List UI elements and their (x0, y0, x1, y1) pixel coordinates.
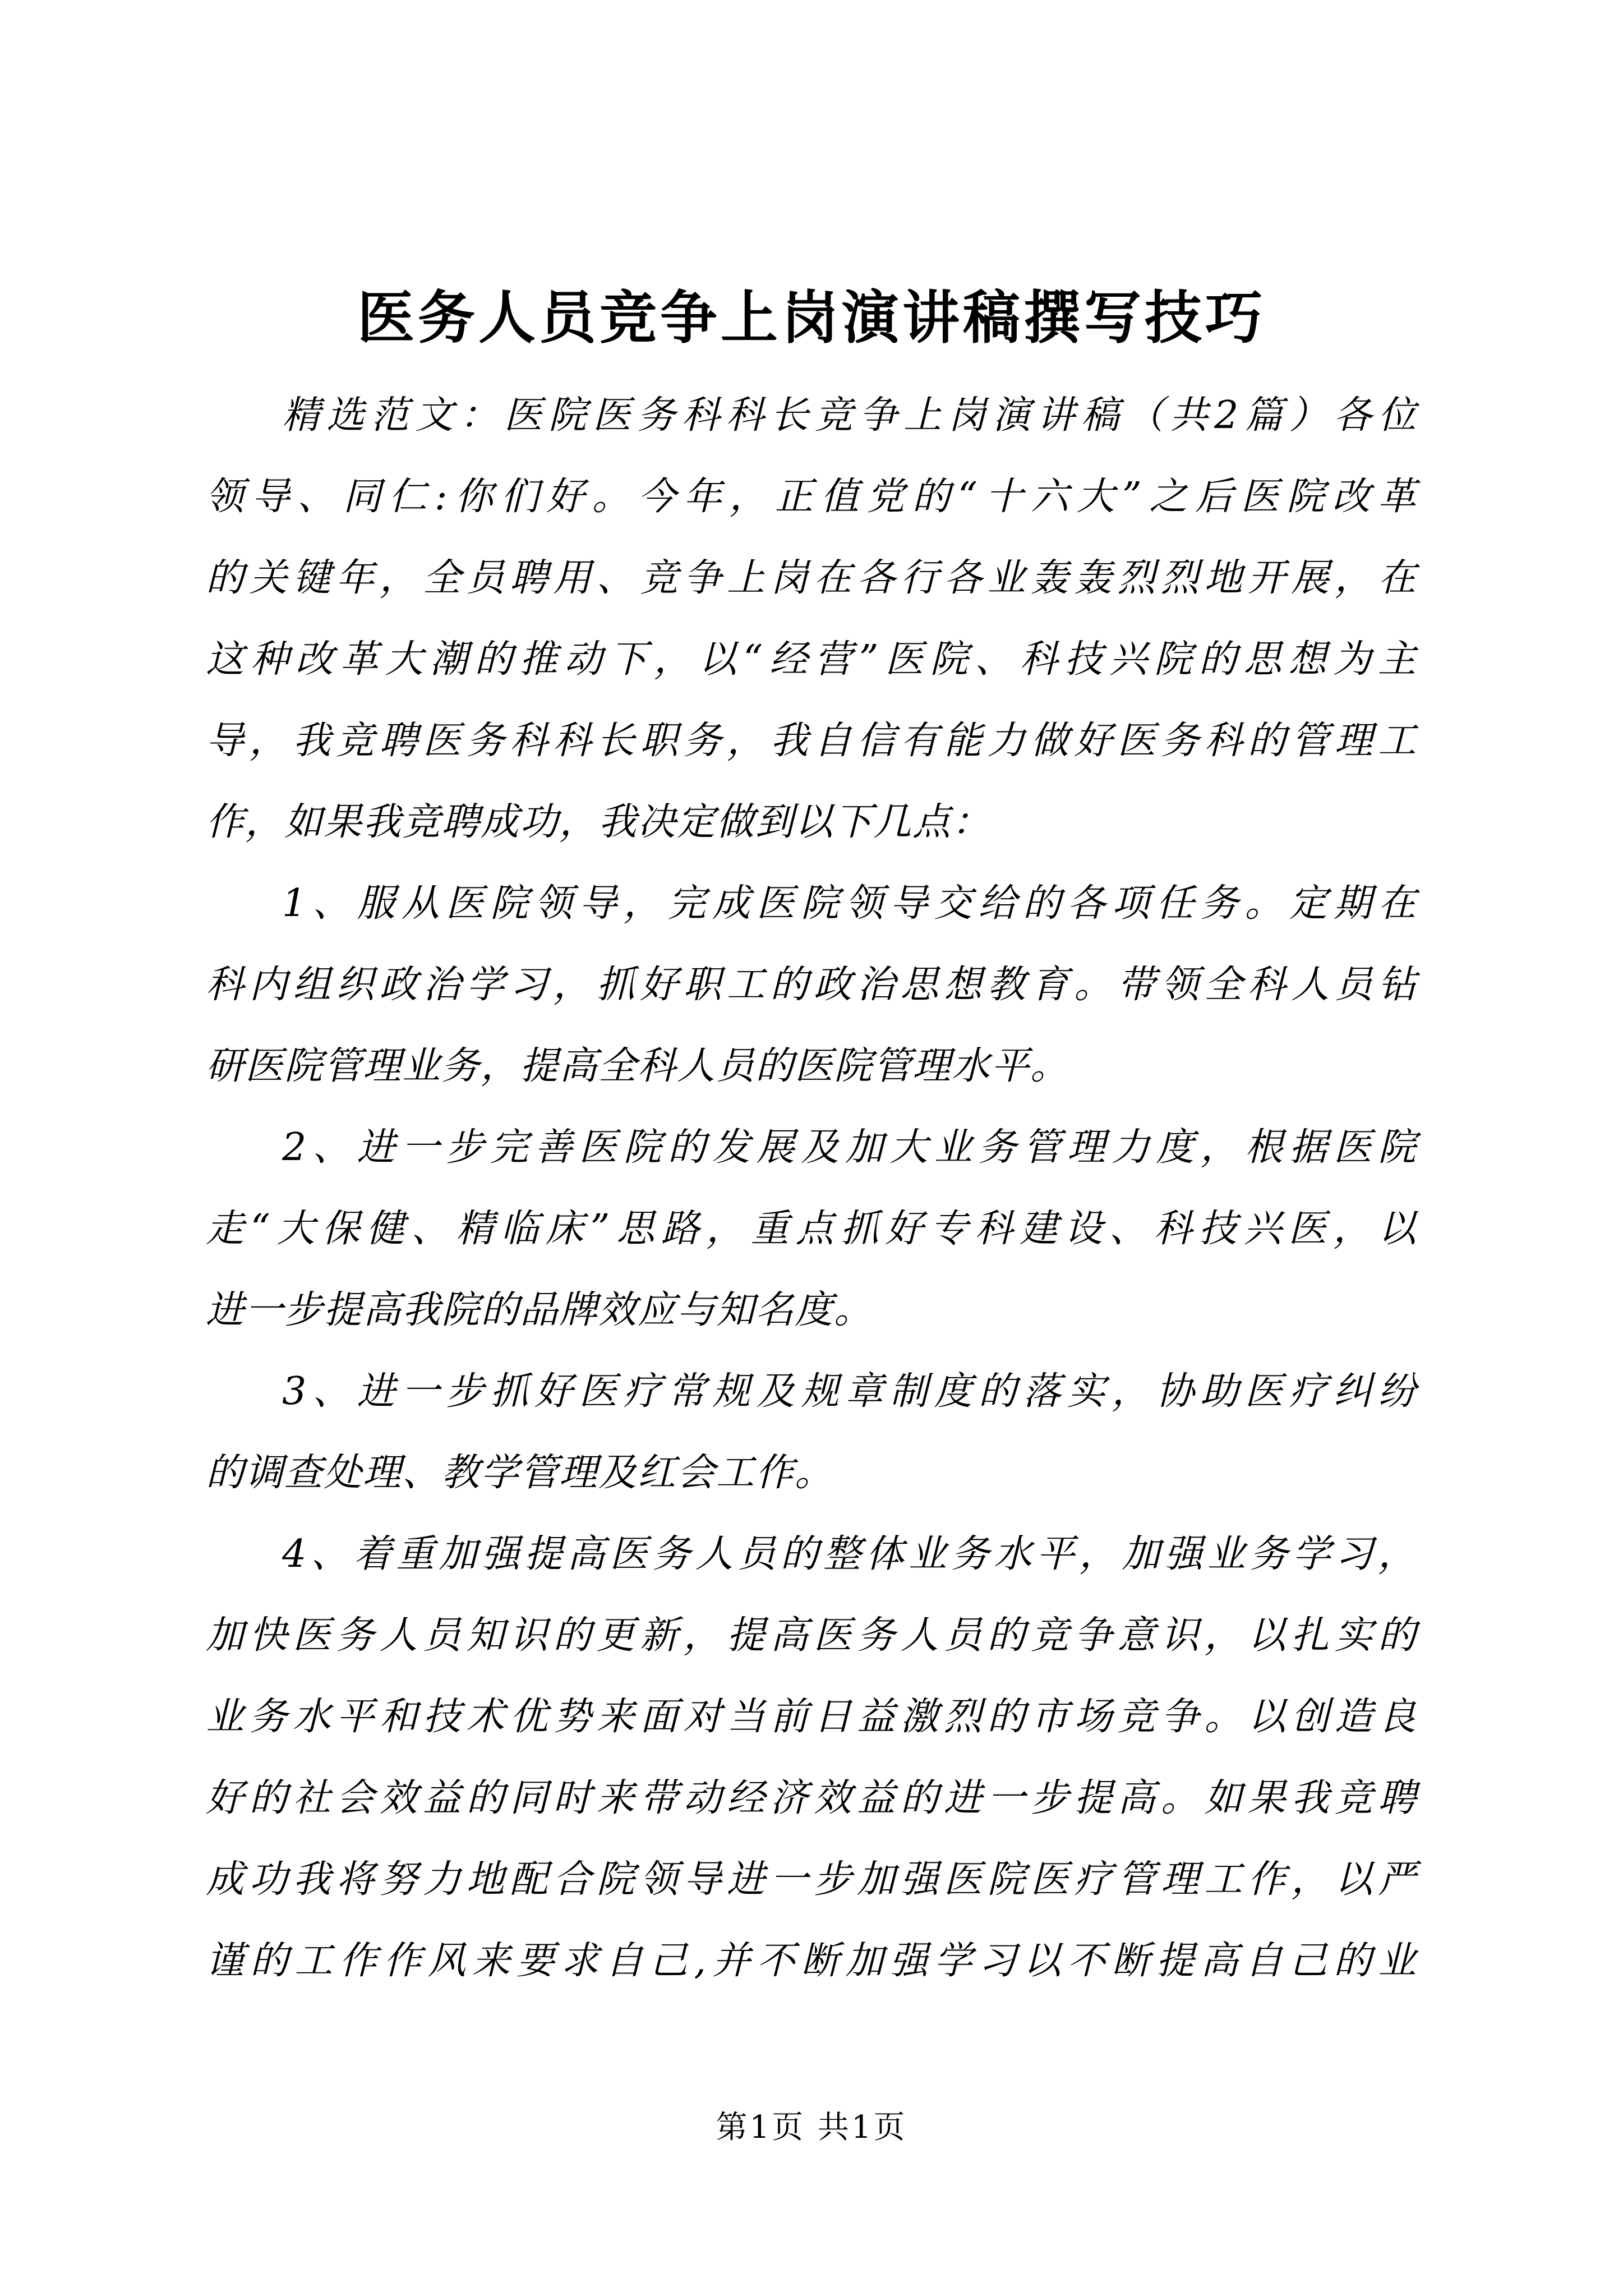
document-title: 医务人员竞争上岗演讲稿撰写技巧 (357, 284, 1266, 352)
text-line: 3、进一步抓好医疗常规及规章制度的落实，协助医疗纠纷 (282, 1369, 1417, 1414)
text-line: 进一步提高我院的品牌效应与知名度。 (206, 1288, 874, 1332)
page-number-footer: 第1页 共1页 (716, 2109, 907, 2146)
text-line: 研医院管理业务，提高全科人员的医院管理水平。 (206, 1044, 1070, 1088)
text-line: 加快医务人员知识的更新，提高医务人员的竞争意识，以扎实的 (206, 1613, 1417, 1658)
text-line: 走“大保健、精临床”思路，重点抓好专科建设、科技兴医，以 (206, 1207, 1417, 1251)
text-line: 谨的工作作风来要求自己,并不断加强学习以不断提高自己的业 (206, 1939, 1417, 1983)
text-line: 这种改革大潮的推动下，以“经营”医院、科技兴院的思想为主 (206, 637, 1417, 682)
text-line: 业务水平和技术优势来面对当前日益激烈的市场竞争。以创造良 (206, 1695, 1417, 1739)
text-line: 精选范文：医院医务科科长竞争上岗演讲稿（共2篇）各位 (282, 393, 1417, 438)
text-line: 领导、同仁:你们好。今年，正值党的“十六大”之后医院改革 (206, 475, 1417, 519)
text-line: 4、着重加强提高医务人员的整体业务水平，加强业务学习， (282, 1532, 1417, 1576)
text-line: 的调查处理、教学管理及红会工作。 (206, 1451, 834, 1495)
text-line: 2、进一步完善医院的发展及加大业务管理力度，根据医院 (282, 1125, 1417, 1170)
document-body (206, 375, 1417, 2001)
text-line: 好的社会效益的同时来带动经济效益的进一步提高。如果我竞聘 (206, 1776, 1417, 1820)
text-line: 科内组织政治学习，抓好职工的政治思想教育。带领全科人员钻 (206, 963, 1417, 1007)
text-line: 作，如果我竞聘成功，我决定做到以下几点： (206, 800, 992, 844)
text-line: 导，我竞聘医务科科长职务，我自信有能力做好医务科的管理工 (206, 719, 1417, 763)
text-line: 1、服从医院领导，完成医院领导交给的各项任务。定期在 (282, 881, 1417, 926)
text-line: 的关键年，全员聘用、竞争上岗在各行各业轰轰烈烈地开展，在 (206, 556, 1417, 600)
text-line: 成功我将努力地配合院领导进一步加强医院医疗管理工作，以严 (206, 1857, 1417, 1902)
